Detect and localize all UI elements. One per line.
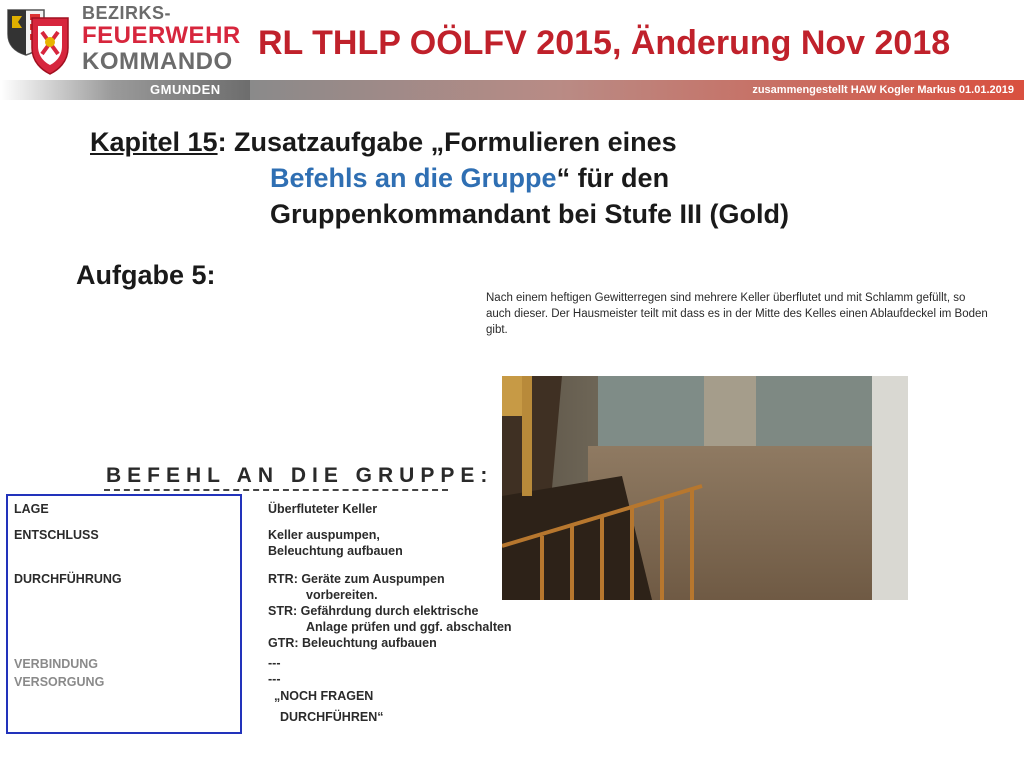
value-entschluss: [268, 527, 403, 559]
label-lage: LAGE: [14, 502, 49, 516]
brigade-logo-text: [82, 4, 242, 74]
value-str-2: Anlage prüfen und ggf. abschalten: [306, 620, 512, 634]
order-title: BEFEHL AN DIE GRUPPE:: [106, 464, 494, 487]
value-gtr: GTR: Beleuchtung aufbauen: [268, 636, 437, 650]
value-closing-2: DURCHFÜHREN“: [280, 710, 384, 724]
order-title-underline: [104, 489, 448, 491]
value-closing: [274, 688, 383, 725]
value-versorgung: ---: [268, 672, 281, 686]
value-durchfuehrung: [268, 571, 512, 651]
flooded-cellar-photo: [502, 376, 908, 600]
chapter-line-3: Gruppenkommandant bei Stufe III (Gold): [270, 199, 790, 229]
chapter-line-2: [90, 160, 990, 196]
value-str-1: STR: Gefährdung durch elektrische: [268, 604, 479, 618]
compiled-by-text: zusammengestellt HAW Kogler Markus 01.01.2019: [752, 84, 1014, 96]
chapter-label: Kapitel 15: [90, 127, 218, 157]
scenario-line-2: auch dieser. Der Hausmeister teilt mit dass es in der Mitte des Kelles einen Ablaufdeckel im Boden: [486, 308, 988, 320]
value-rtr-2: vorbereiten.: [306, 588, 378, 602]
district-name: GMUNDEN: [150, 82, 221, 97]
label-versorgung: VERSORGUNG: [14, 675, 105, 689]
logo-line-3: KOMMANDO: [82, 48, 233, 75]
value-rtr-1: RTR: Geräte zum Auspumpen: [268, 572, 445, 586]
logo-line-1: BEZIRKS-: [82, 3, 171, 23]
chapter-subtitle: : Zusatzaufgabe „Formulieren eines: [217, 127, 677, 157]
value-verbindung: ---: [268, 656, 281, 670]
value-closing-1: „NOCH FRAGEN: [274, 689, 374, 703]
chapter-highlight: Befehls an die Gruppe: [270, 163, 557, 193]
logo-line-2: FEUERWEHR: [82, 22, 241, 49]
task-label: Aufgabe 5:: [76, 260, 216, 290]
fire-brigade-emblem-icon: [28, 14, 72, 76]
label-durchfuehrung: DURCHFÜHRUNG: [14, 572, 122, 586]
label-entschluss: ENTSCHLUSS: [14, 528, 99, 542]
value-lage: Überfluteter Keller: [268, 502, 378, 516]
scenario-text: [486, 290, 1022, 338]
scenario-line-3: gibt.: [486, 324, 508, 336]
chapter-line-2-rest: “ für den: [556, 163, 670, 193]
slide-title: RL THLP OÖLFV 2015, Änderung Nov 2018: [258, 24, 951, 62]
value-entschluss-2: Beleuchtung aufbauen: [268, 544, 403, 558]
scenario-line-1: Nach einem heftigen Gewitterregen sind mehrere Keller überflutet und mit Schlamm gefüllt, so: [486, 292, 966, 304]
chapter-heading: [90, 124, 990, 232]
value-entschluss-1: Keller auspumpen,: [268, 528, 380, 542]
label-verbindung: VERBINDUNG: [14, 657, 99, 671]
